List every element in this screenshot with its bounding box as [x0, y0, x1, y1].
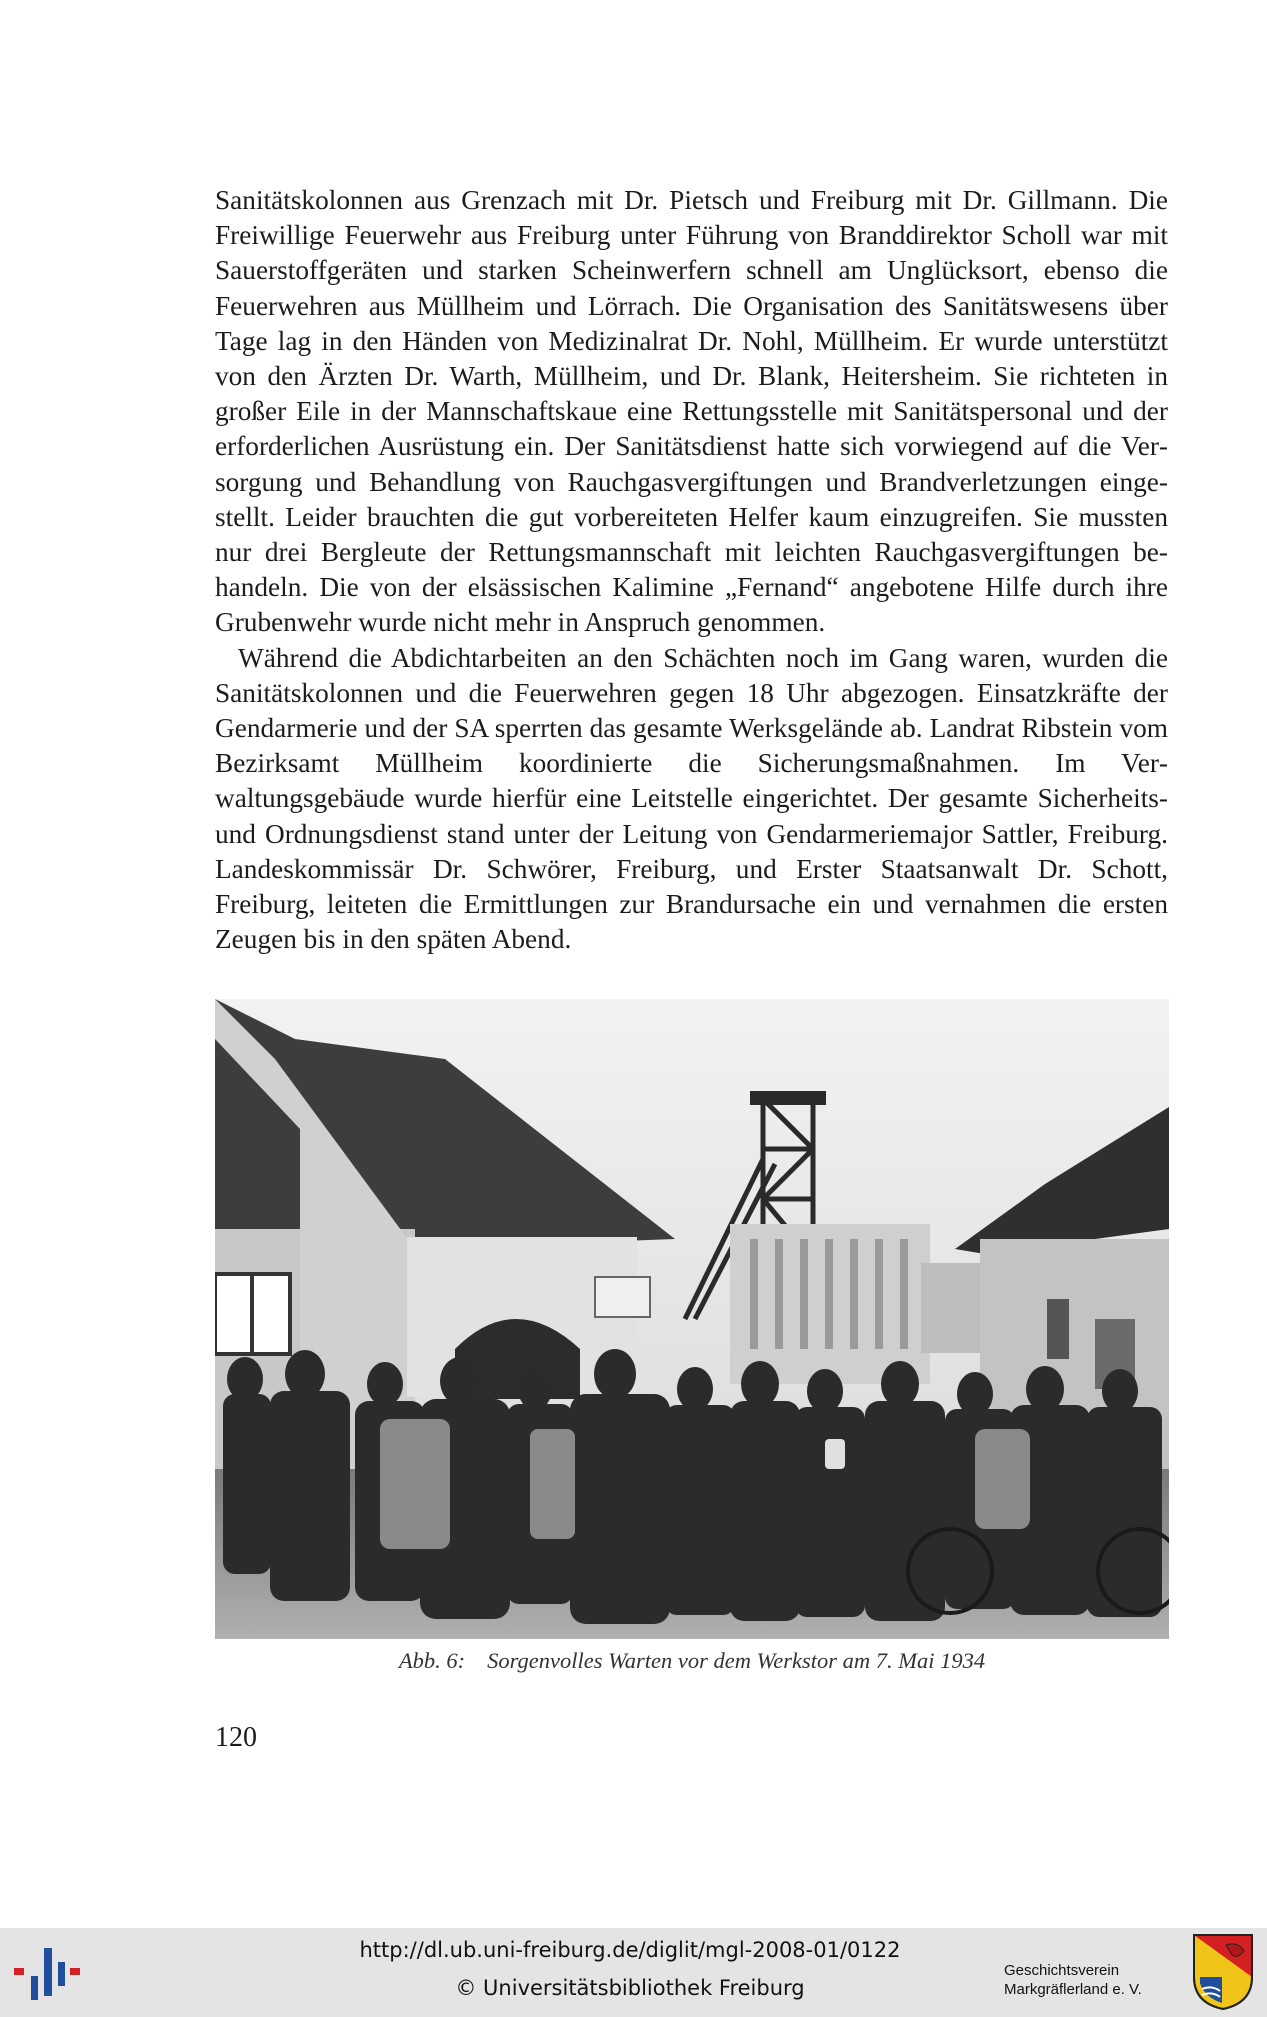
photo-crowd-at-mine-gate: [215, 999, 1169, 1639]
footer-copyright: © Universitätsbibliothek Freiburg: [455, 1976, 805, 2000]
figure-label: Abb. 6:: [398, 1648, 466, 1673]
society-coat-of-arms-icon: [1192, 1933, 1254, 2011]
paragraph-2: Während die Abdichtarbeiten an den Schächten noch im Gang waren, wurden die Sanitätskolonnen und die Feuerwehren gegen 18 Uhr abgezogen. Einsatzkräfte der Gendarmerie und der SA sperrten das gesamte Werksgelände ab. Landrat Ribstein vom Bezirksamt Müllheim koordinierte die Sicherungsmaßnahmen. Im Verwaltungsgebäude wurde hierfür eine Leitstelle eingerichtet. Der gesamte Sicherheits- und Ordnungsdienst stand unter der Leitung von Gendarmeriemajor Sattler, Freiburg. Landeskommissär Dr. Schwörer, Freiburg, und Erster Staatsanwalt Dr. Schott, Freiburg, leiteten die Ermittlungen zur Brandursache ein und vernahmen die ersten Zeugen bis in den späten Abend.: [215, 642, 1168, 955]
footer-url-link[interactable]: http://dl.ub.uni-freiburg.de/diglit/mgl-2008-01/0122: [359, 1938, 901, 1962]
footer-bar: [0, 1928, 1267, 2017]
body-text: [215, 183, 1168, 957]
ub-freiburg-logo-icon: [14, 1948, 82, 2000]
figure-caption: [215, 1648, 1169, 1674]
society-name-line-2: Markgräflerland e. V.: [1004, 1981, 1142, 1998]
figure-caption-text: Sorgenvolles Warten vor dem Werkstor am 7. Mai 1934: [487, 1648, 986, 1673]
society-name-line-1: Geschichtsverein: [1004, 1962, 1120, 1979]
paragraph-1: Sanitätskolonnen aus Grenzach mit Dr. Pietsch und Freiburg mit Dr. Gillmann. Die Freiwillige Feuerwehr aus Freiburg unter Führung von Branddirektor Scholl war mit Sauerstoffgeräten und starken Scheinwerfern schnell am Unglücksort, ebenso die Feuerwehren aus Müllheim und Lörrach. Die Organisation des Sanitätswesens über Tage lag in den Händen von Medizinalrat Dr. Nohl, Müllheim. Er wurde unterstützt von den Ärzten Dr. Warth, Müllheim, und Dr. Blank, Heitersheim. Sie richteten in großer Eile in der Mannschaftskaue eine Rettungsstelle mit Sanitätspersonal und der erforderlichen Ausrüstung ein. Der Sanitätsdienst hatte sich vorwiegend auf die Versorgung und Behandlung von Rauchgasvergiftungen und Brandverletzungen eingestellt. Leider brauchten die gut vorbereiteten Helfer kaum einzugreifen. Sie mussten nur drei Bergleute der Rettungsmannschaft mit leichten Rauchgasvergiftungen behandeln. Die von der elsässischen Kalimine „Fernand“ angebotene Hilfe durch ihre Grubenwehr wurde nicht mehr in Anspruch genommen.: [215, 185, 1168, 638]
society-name: [1004, 1961, 1184, 1999]
page-number: 120: [215, 1722, 257, 1753]
